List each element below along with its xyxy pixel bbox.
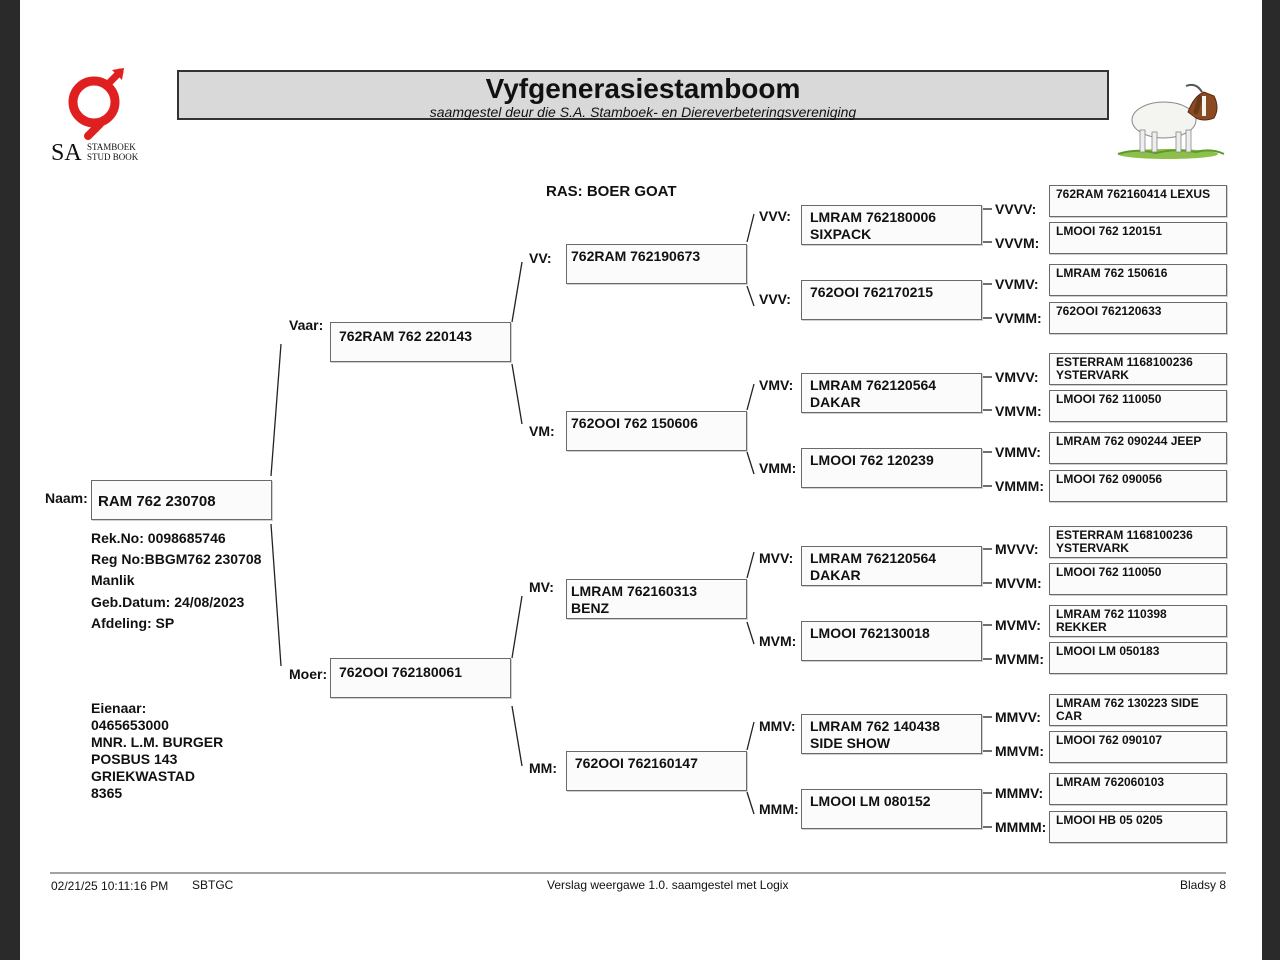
gen4-label: MMVM: [995,743,1044,759]
gen2-box [566,244,747,284]
gen2-name: 762OOI 762 150606 [571,415,698,431]
owner-line: MNR. L.M. BURGER [91,734,224,750]
gen4-name: ESTERRAM 1168100236 YSTERVARK [1056,355,1193,382]
gen4-label: VVVV: [995,201,1037,217]
footer-code: SBTGC [192,878,234,892]
gen4-box [1049,563,1227,595]
gen2-name: 762OOI 762160147 [571,755,698,771]
gen4-label: VMVM: [995,403,1042,419]
report-title: Vyfgenerasiestamboom [485,73,801,104]
gen4-label: VMVV: [995,369,1039,385]
gen3-box [801,448,982,488]
gen3-name: LMOOI 762130018 [810,625,930,641]
gen3-name: LMOOI LM 080152 [810,793,931,809]
gen4-name: LMRAM 762 130223 SIDE CAR [1056,696,1199,723]
gen2-label: VV: [529,250,552,266]
gen3-name: LMRAM 762 140438 SIDE SHOW [810,718,940,751]
animal-name: RAM 762 230708 [98,493,216,510]
breed-label: RAS: BOER GOAT [546,183,677,200]
gen4-label: MVVV: [995,541,1039,557]
gen3-name: LMRAM 762120564 DAKAR [810,377,937,410]
gen4-name: LMOOI HB 05 0205 [1056,813,1163,827]
gen4-name: 762RAM 762160414 LEXUS [1056,187,1211,201]
gen2-label: MM: [529,760,557,776]
gen4-name: LMRAM 762 090244 JEEP [1056,434,1202,448]
gen4-name: LMRAM 762 110398 REKKER [1056,607,1167,634]
gen3-label: VVV: [759,291,791,307]
owner-line: 0465653000 [91,717,169,733]
footer-report-version: Verslag weergawe 1.0. saamgestel met Logix [547,878,789,892]
gen4-name: LMOOI 762 110050 [1056,565,1162,579]
gen4-name: LMRAM 762060103 [1056,775,1165,789]
gen4-label: VMMM: [995,478,1044,494]
gen3-label: MVM: [759,633,797,649]
animal-name-box [91,480,272,520]
gen4-label: VVMM: [995,310,1042,326]
gen4-box [1049,526,1227,558]
animal-birth-date: Geb.Datum: 24/08/2023 [91,594,245,610]
footer-datetime: 02/21/25 10:11:16 PM [51,879,169,893]
gen4-box [1049,353,1227,385]
gen2-label: MV: [529,579,554,595]
gen4-box [1049,605,1227,637]
gen3-label: VMV: [759,377,794,393]
animal-rek-no: Rek.No: 0098685746 [91,530,226,546]
gen4-name: ESTERRAM 1168100236 YSTERVARK [1056,528,1193,555]
pedigree-page [20,0,1262,960]
gen4-box [1049,222,1227,254]
gen4-box [1049,302,1227,334]
owner-line: GRIEKWASTAD [91,768,195,784]
owner-label: Eienaar: [91,700,147,716]
gen4-label: MMMM: [995,819,1047,835]
gen4-box [1049,811,1227,843]
gen3-box [801,205,982,245]
gen2-box [566,411,747,451]
animal-department: Afdeling: SP [91,615,175,631]
gen4-name: 762OOI 762120633 [1056,304,1162,318]
gen4-label: MVMV: [995,617,1041,633]
gen2-name: 762RAM 762190673 [571,248,701,264]
gen4-label: MVVM: [995,575,1042,591]
gen4-box [1049,470,1227,502]
gen4-box [1049,773,1227,805]
gen1-name: 762OOI 762180061 [339,664,462,680]
logo-line2: STUD BOOK [87,152,139,162]
gen4-name: LMOOI 762 120151 [1056,224,1163,238]
gen2-box [566,579,747,619]
owner-line: 8365 [91,785,123,801]
gen3-label: VVV: [759,208,791,224]
gen3-box [801,280,982,320]
gen4-box [1049,694,1227,726]
gen4-label: VVVM: [995,235,1040,251]
gen3-name: LMOOI 762 120239 [810,452,934,468]
gen3-label: MVV: [759,550,794,566]
gen4-label: VMMV: [995,444,1041,460]
gen1-box [330,322,511,362]
gen1-box [330,658,511,698]
gen3-box [801,621,982,661]
gen1-label: Moer: [289,666,328,682]
gen4-box [1049,390,1227,422]
gen2-box [566,751,747,791]
logo-sa-text: SA [51,140,82,166]
gen1-label: Vaar: [289,317,324,333]
gen4-name: LMOOI LM 050183 [1056,644,1160,658]
animal-name-label: Naam: [45,490,88,506]
gen1-name: 762RAM 762 220143 [339,328,473,344]
gen2-name: LMRAM 762160313 BENZ [571,583,698,616]
gen3-name: 762OOI 762170215 [810,284,933,300]
gen3-box [801,789,982,829]
gen4-label: MVMM: [995,651,1044,667]
gen3-box [801,546,982,586]
gen4-name: LMOOI 762 090107 [1056,733,1163,747]
owner-line: POSBUS 143 [91,751,178,767]
gen4-box [1049,432,1227,464]
animal-sex: Manlik [91,572,135,588]
gen4-box [1049,264,1227,296]
gen3-box [801,714,982,754]
gen2-label: VM: [529,423,555,439]
gen3-box [801,373,982,413]
gen4-name: LMRAM 762 150616 [1056,266,1168,280]
animal-reg-no: Reg No:BBGM762 230708 [91,551,262,567]
report-subtitle: saamgestel deur die S.A. Stamboek- en Diereverbeteringsvereniging [429,104,857,120]
gen4-box [1049,731,1227,763]
gen3-label: VMM: [759,460,797,476]
gen4-label: MMVV: [995,709,1041,725]
gen4-box [1049,185,1227,217]
gen4-box [1049,642,1227,674]
gen4-label: MMMV: [995,785,1044,801]
gen4-name: LMOOI 762 110050 [1056,392,1162,406]
footer-page-number: Bladsy 8 [1180,878,1227,892]
logo-line1: STAMBOEK [87,142,136,152]
gen3-name: LMRAM 762120564 DAKAR [810,550,937,583]
gen4-label: VVMV: [995,276,1039,292]
gen3-label: MMM: [759,801,799,817]
gen4-name: LMOOI 762 090056 [1056,472,1163,486]
gen3-label: MMV: [759,718,796,734]
gen3-name: LMRAM 762180006 SIXPACK [810,209,937,242]
